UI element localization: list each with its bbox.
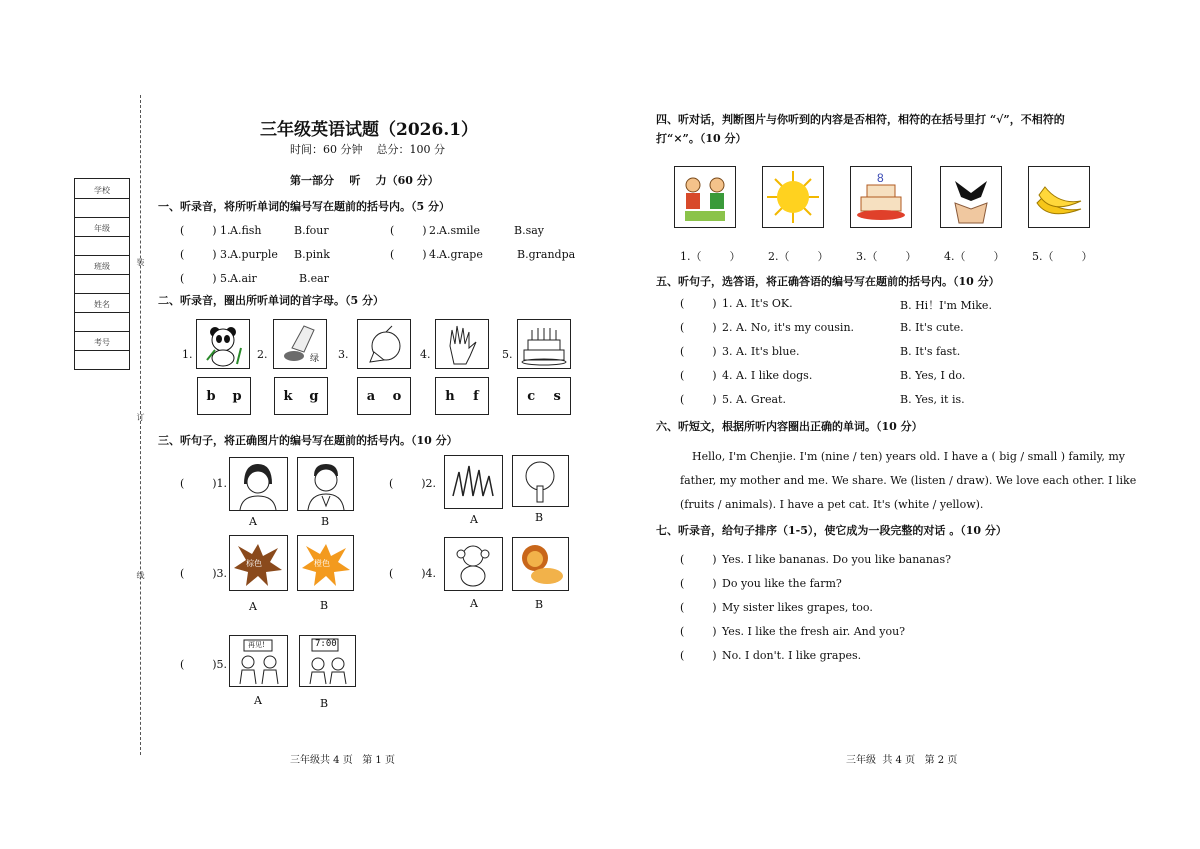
option-a: A.air <box>230 272 257 285</box>
binding-mark: 线 <box>136 571 145 579</box>
cake-picture <box>517 319 571 369</box>
birthday-cake-icon <box>851 167 911 227</box>
sun-icon <box>763 167 823 227</box>
answer-paren[interactable]: ( ) <box>680 297 717 310</box>
option-b: B. Hi！I'm Mike. <box>900 299 992 312</box>
page-title: 三年级英语试题（2026.1） <box>260 120 479 140</box>
exam-number-line[interactable] <box>75 350 129 351</box>
option-a: A.smile <box>439 224 481 237</box>
answer-paren[interactable]: ( ) <box>680 345 717 358</box>
letter-option[interactable]: h <box>445 388 455 404</box>
passage-line: (fruits / animals). I have a pet cat. It's (white / yellow). <box>680 498 984 511</box>
sun-picture <box>762 166 824 228</box>
class-label: 班级 <box>94 262 110 271</box>
image-text: 7:00 <box>315 639 337 649</box>
boy-icon <box>298 458 353 510</box>
option-a: A.purple <box>230 248 278 261</box>
item-number: 4. <box>420 348 431 361</box>
section1-heading: 一、听录音，将所听单词的编号写在题前的括号内。（5 分） <box>158 200 450 213</box>
answer-paren[interactable]: ( ) <box>680 321 717 334</box>
option-label: A <box>249 600 257 613</box>
option-a: 4. A. I like dogs. <box>722 369 813 382</box>
option-b: B. It's cute. <box>900 321 964 334</box>
judge-answer-slot[interactable]: 1.（ ） <box>680 250 741 263</box>
hand-shadow-picture <box>940 166 1002 228</box>
passage-line: father, my mother and me. We share. We (listen / draw). We love each other. I like <box>680 474 1137 487</box>
bananas-picture <box>1028 166 1090 228</box>
grass-icon <box>445 456 502 508</box>
answer-paren[interactable]: ( ) <box>180 248 217 261</box>
orange-icon <box>358 320 410 368</box>
option-b: B.four <box>294 224 329 237</box>
two-children-icon <box>675 167 735 227</box>
tree-icon <box>513 456 568 506</box>
option-label: A <box>249 515 257 528</box>
letter-option[interactable]: g <box>309 388 319 404</box>
option-b: B.say <box>514 224 544 237</box>
green-paint-picture <box>273 319 327 369</box>
orange-splash-picture <box>297 535 354 591</box>
page1-footer: 三年级共 4 页 第 1 页 <box>290 755 395 766</box>
item-number: 5. <box>220 272 231 285</box>
order-paren[interactable]: ( ) <box>680 649 717 662</box>
item-number: 1. <box>182 348 193 361</box>
hand-picture <box>435 319 489 369</box>
school-line[interactable] <box>75 198 129 199</box>
option-label: A <box>470 513 478 526</box>
letter-option[interactable]: k <box>283 388 293 404</box>
exam-subtitle: 时间：60 分钟 总分：100 分 <box>290 143 445 156</box>
option-b: B. It's fast. <box>900 345 961 358</box>
option-label: B <box>320 599 329 612</box>
option-label: B <box>535 511 544 524</box>
lion-picture <box>512 537 569 591</box>
letter-choice-box <box>435 377 489 415</box>
option-label: A <box>254 694 262 707</box>
option-b: B. Yes, it is. <box>900 393 965 406</box>
item-number: 2. <box>257 348 268 361</box>
letter-choice-box <box>274 377 328 415</box>
order-paren[interactable]: ( ) <box>680 577 717 590</box>
answer-paren[interactable]: ( ) <box>180 272 217 285</box>
section6-heading: 六、听短文，根据所听内容圈出正确的单词。（10 分） <box>656 420 923 433</box>
letter-option[interactable]: f <box>473 388 479 404</box>
option-a: 5. A. Great. <box>722 393 786 406</box>
option-label: B <box>320 697 329 710</box>
dialogue-line: Yes. I like the fresh air. And you? <box>722 625 906 638</box>
order-paren[interactable]: ( ) <box>680 625 717 638</box>
option-b: B.grandpa <box>517 248 576 261</box>
passage-line: Hello, I'm Chenjie. I'm (nine / ten) years old. I have a ( big / small ) family, my <box>692 450 1126 463</box>
dialogue-line: Yes. I like bananas. Do you like bananas? <box>722 553 952 566</box>
section3-heading: 三、听句子，将正确图片的编号写在题前的括号内。（10 分） <box>158 434 458 447</box>
cake-icon <box>518 320 570 368</box>
exam-number-label: 考号 <box>94 338 110 347</box>
answer-paren[interactable]: ( ) <box>390 224 427 237</box>
letter-choice-box <box>517 377 571 415</box>
boy-picture <box>297 457 354 511</box>
binding-dashed-line <box>140 95 141 755</box>
item-number: 3. <box>220 248 231 261</box>
option-a: 2. A. No, it's my cousin. <box>722 321 855 334</box>
girl-picture <box>229 457 288 511</box>
grade-line[interactable] <box>75 236 129 237</box>
section5-heading: 五、听句子，选答语，将正确答语的编号写在题前的括号内。（10 分） <box>656 275 1000 288</box>
dialogue-line: Do you like the farm? <box>722 577 842 590</box>
option-label: A <box>470 597 478 610</box>
answer-paren[interactable]: ( ) <box>390 248 427 261</box>
banana-icon <box>1029 167 1089 227</box>
svg-text:8: 8 <box>877 171 884 185</box>
class-line[interactable] <box>75 274 129 275</box>
grade-label: 年级 <box>94 224 110 233</box>
item-number: 5. <box>502 348 513 361</box>
monkey-icon <box>445 538 502 590</box>
image-text: 橙色 <box>314 559 330 568</box>
dialogue-line: My sister likes grapes, too. <box>722 601 873 614</box>
letter-choice-box <box>197 377 251 415</box>
judge-answer-slot[interactable]: 5.（ ） <box>1032 250 1093 263</box>
letter-option[interactable]: b <box>206 388 216 404</box>
answer-paren[interactable]: ( )4. <box>389 567 437 580</box>
lion-icon <box>513 538 568 590</box>
item-number: 1. <box>220 224 231 237</box>
answer-paren[interactable]: ( ) <box>680 393 717 406</box>
order-paren[interactable]: ( ) <box>680 553 717 566</box>
panda-icon <box>197 320 249 368</box>
part-title: 第一部分 听 力（60 分） <box>290 174 439 187</box>
image-text: 棕色 <box>246 559 262 568</box>
option-a: 3. A. It's blue. <box>722 345 800 358</box>
answer-paren[interactable]: ( ) <box>680 369 717 382</box>
judge-answer-slot[interactable]: 4.（ ） <box>944 250 1005 263</box>
hand-icon <box>436 320 488 368</box>
judge-answer-slot[interactable]: 2.（ ） <box>768 250 829 263</box>
answer-paren[interactable]: ( )1. <box>180 477 228 490</box>
image-text: 绿 <box>310 354 320 364</box>
section4-heading-cont: 打“×”。（10 分） <box>656 132 747 145</box>
item-number: 2. <box>429 224 440 237</box>
item-number: 4. <box>429 248 440 261</box>
info-divider <box>75 293 129 294</box>
letter-option[interactable]: p <box>232 388 242 404</box>
letter-option[interactable]: c <box>527 388 536 404</box>
tree-picture <box>512 455 569 507</box>
orange-picture <box>357 319 411 369</box>
option-a: A.grape <box>439 248 483 261</box>
name-line[interactable] <box>75 312 129 313</box>
option-a: A.fish <box>230 224 262 237</box>
info-divider <box>75 255 129 256</box>
info-divider <box>75 331 129 332</box>
option-b: B.pink <box>294 248 330 261</box>
option-b: B. Yes, I do. <box>900 369 966 382</box>
panda-picture <box>196 319 250 369</box>
binding-mark: 订 <box>136 413 145 421</box>
judge-answer-slot[interactable]: 3.（ ） <box>856 250 917 263</box>
section2-heading: 二、听录音，圈出所听单词的首字母。（5 分） <box>158 294 384 307</box>
answer-paren[interactable]: ( )2. <box>389 477 437 490</box>
school-label: 学校 <box>94 186 110 195</box>
binding-mark: 装 <box>136 258 145 266</box>
item-number: 3. <box>338 348 349 361</box>
option-b: B.ear <box>299 272 329 285</box>
answer-paren[interactable]: ( ) <box>180 224 217 237</box>
goodbye-picture <box>229 635 288 687</box>
option-a: 1. A. It's OK. <box>722 297 793 310</box>
answer-paren[interactable]: ( )3. <box>180 567 228 580</box>
option-label: B <box>535 598 544 611</box>
kids-sharing-picture <box>674 166 736 228</box>
section7-heading: 七、听录音，给句子排序（1-5），使它成为一段完整的对话 。（10 分） <box>656 524 1007 537</box>
order-paren[interactable]: ( ) <box>680 601 717 614</box>
section4-heading: 四、听对话，判断图片与你听到的内容是否相符，相符的在括号里打 “√”，不相符的 <box>656 113 1065 126</box>
name-label: 姓名 <box>94 300 110 309</box>
birthday-cake-picture <box>850 166 912 228</box>
page2-footer: 三年级 共 4 页 第 2 页 <box>846 755 958 766</box>
dialogue-line: No. I don't. I like grapes. <box>722 649 862 662</box>
grass-picture <box>444 455 503 509</box>
letter-option[interactable]: o <box>392 388 402 404</box>
letter-option[interactable]: s <box>553 388 561 404</box>
monkey-picture <box>444 537 503 591</box>
info-divider <box>75 217 129 218</box>
image-text: 再见! <box>248 641 265 649</box>
student-info-box <box>74 178 130 370</box>
letter-option[interactable]: a <box>366 388 376 404</box>
girl-icon <box>230 458 287 510</box>
answer-paren[interactable]: ( )5. <box>180 658 228 671</box>
brown-splash-picture <box>229 535 288 591</box>
option-label: B <box>321 515 330 528</box>
letter-choice-box <box>357 377 411 415</box>
seven-oclock-picture <box>299 635 356 687</box>
hand-shadow-icon <box>941 167 1001 227</box>
